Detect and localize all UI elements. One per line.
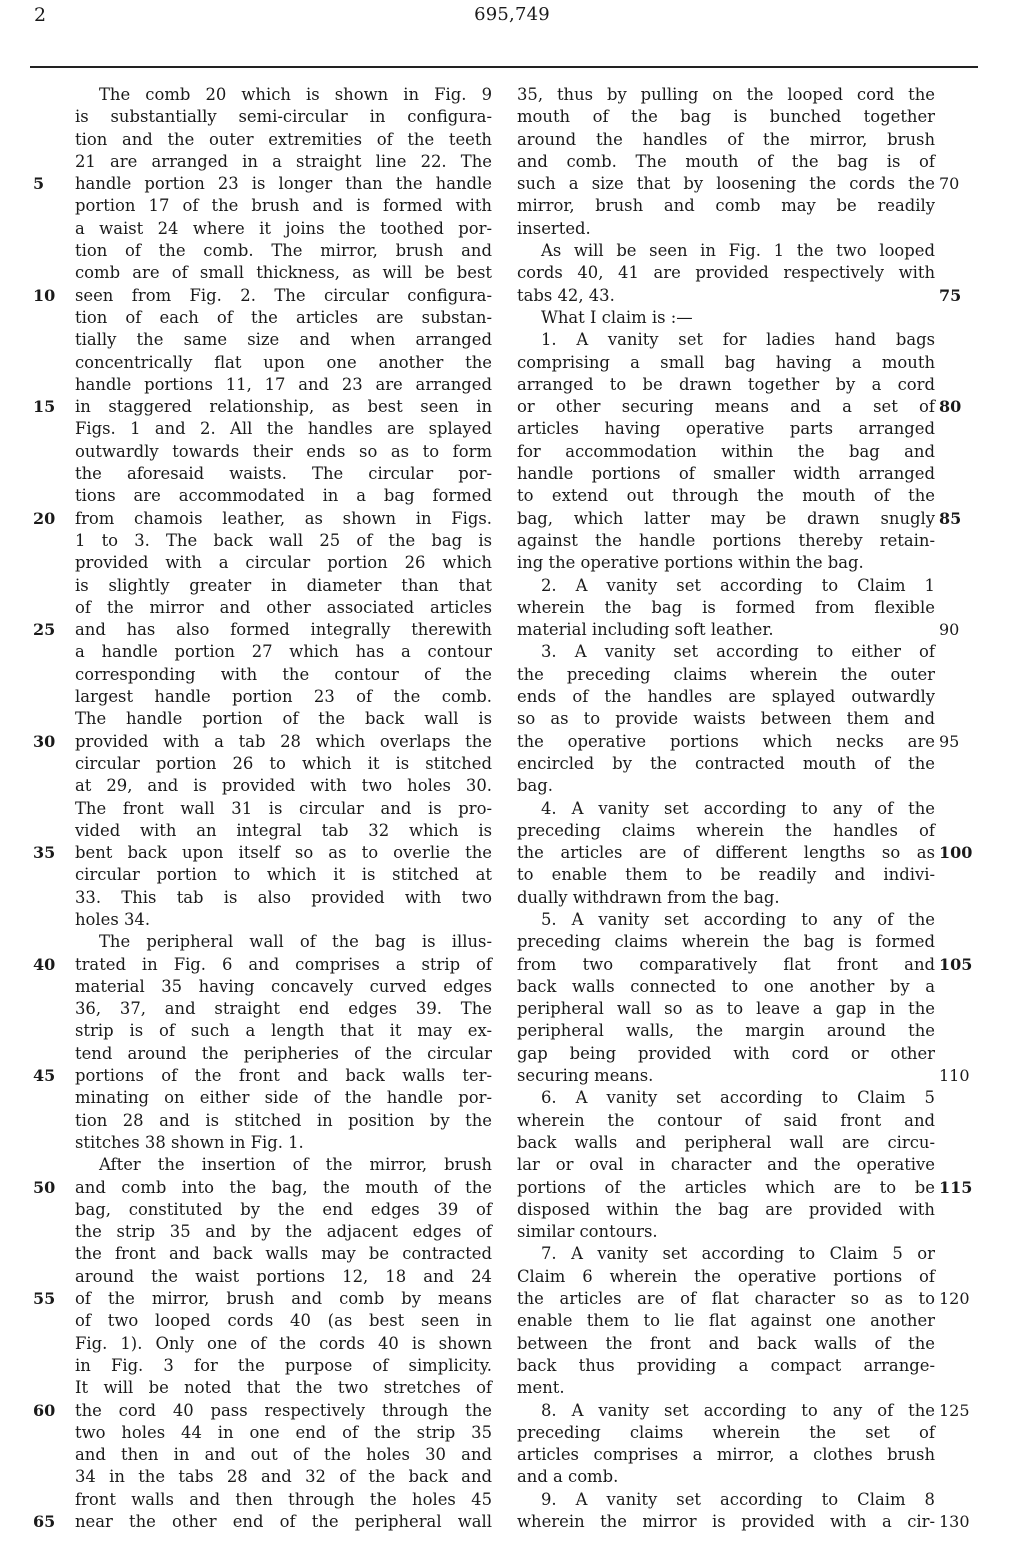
text-line [75, 1310, 492, 1332]
line-number: 35 [33, 843, 56, 863]
line-text: wherein the contour of said front and [517, 1110, 935, 1130]
text-line [517, 396, 962, 418]
line-text: strip is of such a length that it may ex- [75, 1021, 492, 1041]
text-line [517, 954, 973, 976]
line-text: the operative portions which necks are [517, 731, 935, 751]
text-line [517, 285, 962, 307]
line-number: 125 [939, 1400, 970, 1420]
text-line [33, 396, 492, 418]
text-line [75, 352, 492, 374]
text-line [75, 307, 492, 329]
line-text: 21 are arranged in a straight line 22. The [75, 151, 492, 171]
line-text: from chamois leather, as shown in Figs. [75, 508, 492, 528]
line-text: Figs. 1 and 2. All the handles are splayed [75, 419, 492, 439]
line-text: against the handle portions thereby retain- [517, 530, 935, 550]
text-line [75, 240, 492, 262]
line-text: encircled by the contracted mouth of the [517, 753, 935, 773]
line-text: or other securing means and a set of [517, 397, 935, 417]
text-line [517, 1310, 935, 1332]
text-line [517, 1020, 935, 1042]
text-line [517, 463, 935, 485]
line-text: enable them to lie flat against one another [517, 1311, 935, 1331]
text-line [517, 195, 935, 217]
text-line [75, 106, 492, 128]
line-text: 36, 37, and straight end edges 39. The [75, 999, 492, 1019]
line-text: It will be noted that the two stretches of [75, 1378, 492, 1398]
text-line [75, 864, 492, 886]
line-text: material including soft leather. [517, 620, 774, 640]
line-text: back walls connected to one another by a [517, 976, 935, 996]
text-line [75, 262, 492, 284]
right-text-column [517, 84, 973, 1533]
text-line [517, 731, 960, 753]
text-line [517, 485, 935, 507]
text-line [517, 508, 962, 530]
text-line [75, 151, 492, 173]
line-text: mirror, brush and comb may be readily [517, 196, 935, 216]
text-line [75, 1087, 492, 1109]
line-text: comb are of small thickness, as will be best [75, 263, 492, 283]
line-text: 6. A vanity set according to Claim 5 [541, 1088, 935, 1108]
text-line [75, 998, 492, 1020]
line-number: 5 [33, 174, 45, 194]
text-line [517, 129, 935, 151]
line-text: handle portions of smaller width arranged [517, 464, 935, 484]
line-number: 50 [33, 1177, 56, 1197]
text-line [517, 842, 973, 864]
line-text: a waist 24 where it joins the toothed por- [75, 218, 492, 238]
text-line [33, 731, 492, 753]
text-line [33, 954, 492, 976]
text-line [75, 530, 492, 552]
line-text: bag, constituted by the end edges 39 of [75, 1199, 492, 1219]
line-text: tion of each of the articles are substan- [75, 307, 492, 327]
text-line [75, 976, 492, 998]
text-line [75, 1377, 492, 1399]
line-text: articles comprises a mirror, a clothes brush [517, 1445, 935, 1465]
line-text: portions of the front and back walls ter- [75, 1066, 492, 1086]
text-line [517, 1288, 970, 1310]
line-text: 4. A vanity set according to any of the [541, 798, 935, 818]
line-text: of the mirror and other associated articles [75, 597, 492, 617]
text-line [75, 1154, 492, 1176]
text-line [517, 307, 935, 329]
line-text: portion 17 of the brush and is formed with [75, 196, 492, 216]
text-line [517, 1043, 935, 1065]
text-line [33, 508, 492, 530]
line-number: 25 [33, 620, 56, 640]
text-line [33, 1177, 492, 1199]
text-line [75, 820, 492, 842]
line-number: 40 [33, 954, 56, 974]
line-text: tions are accommodated in a bag formed [75, 486, 492, 506]
line-text: ing the operative portions within the bag. [517, 553, 864, 573]
text-line [517, 1243, 935, 1265]
line-text: 7. A vanity set according to Claim 5 or [541, 1244, 935, 1264]
line-text: is substantially semi-circular in configura- [75, 107, 492, 127]
text-line [517, 575, 935, 597]
text-line [75, 1110, 492, 1132]
text-line [33, 1511, 492, 1533]
text-line [517, 1333, 935, 1355]
text-line [517, 1065, 970, 1087]
text-line [33, 1065, 492, 1087]
line-text: circular portion to which it is stitched at [75, 865, 492, 885]
line-text: tion 28 and is stitched in position by the [75, 1110, 492, 1130]
text-line [517, 597, 935, 619]
line-text: is slightly greater in diameter than that [75, 575, 492, 595]
line-text: the articles are of flat character so as to [517, 1289, 935, 1309]
line-text: peripheral wall so as to leave a gap in the [517, 999, 935, 1019]
text-line [75, 1489, 492, 1511]
text-line [517, 641, 935, 663]
text-line [517, 441, 935, 463]
text-line [517, 1132, 935, 1154]
text-line [517, 798, 935, 820]
line-text: so as to provide waists between them and [517, 709, 935, 729]
text-line [517, 1400, 970, 1422]
text-line [517, 976, 935, 998]
text-line [75, 1422, 492, 1444]
line-text: provided with a tab 28 which overlaps the [75, 731, 492, 751]
line-text: minating on either side of the handle por- [75, 1088, 492, 1108]
text-line [517, 418, 935, 440]
line-text: and then in and out of the holes 30 and [75, 1445, 492, 1465]
text-line [75, 597, 492, 619]
line-text: preceding claims wherein the bag is formed [517, 932, 935, 952]
line-text: After the insertion of the mirror, brush [99, 1155, 492, 1175]
text-line [75, 1355, 492, 1377]
line-number: 95 [939, 731, 960, 751]
text-line [75, 798, 492, 820]
line-text: vided with an integral tab 32 which is [75, 820, 492, 840]
line-text: tially the same size and when arranged [75, 330, 492, 350]
line-text: 2. A vanity set according to Claim 1 [541, 575, 935, 595]
line-text: The front wall 31 is circular and is pro- [75, 798, 492, 818]
line-number: 20 [33, 508, 56, 528]
line-text: wherein the bag is formed from flexible [517, 597, 935, 617]
text-line [517, 998, 935, 1020]
text-line [517, 374, 935, 396]
line-text: outwardly towards their ends so as to form [75, 441, 492, 461]
line-text: ends of the handles are splayed outwardly [517, 687, 935, 707]
text-line [517, 1199, 935, 1221]
line-text: lar or oval in character and the operative [517, 1155, 935, 1175]
line-text: tion of the comb. The mirror, brush and [75, 241, 492, 261]
text-line [33, 1288, 492, 1310]
line-number: 130 [939, 1512, 970, 1531]
line-text: the aforesaid waists. The circular por- [75, 464, 492, 484]
line-text: from two comparatively flat front and [517, 954, 935, 974]
line-text: tion and the outer extremities of the teeth [75, 129, 492, 149]
text-line [517, 1087, 935, 1109]
page-number: 2 [34, 4, 47, 26]
text-line [517, 820, 935, 842]
text-line [75, 552, 492, 574]
text-line [75, 218, 492, 240]
text-line [75, 664, 492, 686]
left-text-column [33, 84, 492, 1533]
line-text: preceding claims wherein the handles of [517, 820, 935, 840]
line-text: back thus providing a compact arrange- [517, 1355, 935, 1375]
line-text: peripheral walls, the margin around the [517, 1021, 935, 1041]
text-line [75, 909, 492, 931]
line-text: 34 in the tabs 28 and 32 of the back and [75, 1467, 492, 1487]
line-text: bent back upon itself so as to overlie the [75, 843, 492, 863]
line-number: 115 [939, 1177, 973, 1197]
text-line [75, 374, 492, 396]
text-line [517, 1466, 935, 1488]
text-line [517, 1154, 935, 1176]
line-text: bag. [517, 776, 553, 796]
text-line [517, 1377, 935, 1399]
text-line [75, 84, 492, 106]
text-line [75, 1466, 492, 1488]
text-line [75, 485, 492, 507]
line-text: largest handle portion 23 of the comb. [75, 687, 492, 707]
line-number: 30 [33, 731, 56, 751]
text-line [33, 173, 492, 195]
text-line [517, 329, 935, 351]
line-number: 100 [939, 843, 973, 863]
line-text: 8. A vanity set according to any of the [541, 1400, 935, 1420]
text-line [517, 1221, 935, 1243]
line-text: near the other end of the peripheral wall [75, 1512, 492, 1531]
text-line [517, 84, 935, 106]
text-line [75, 575, 492, 597]
patent-number: 695,749 [474, 4, 550, 25]
line-text: corresponding with the contour of the [75, 664, 492, 684]
line-text: trated in Fig. 6 and comprises a strip of [75, 954, 492, 974]
line-text: the articles are of different lengths so as [517, 843, 935, 863]
text-line [75, 1043, 492, 1065]
text-line [75, 686, 492, 708]
text-line [517, 686, 935, 708]
line-number: 80 [939, 397, 962, 417]
line-number: 65 [33, 1512, 56, 1531]
line-text: the front and back walls may be contracted [75, 1244, 492, 1264]
text-line [517, 530, 935, 552]
text-line [517, 106, 935, 128]
line-text: The handle portion of the back wall is [75, 709, 492, 729]
text-line [75, 1444, 492, 1466]
line-text: 5. A vanity set according to any of the [541, 909, 935, 929]
text-line [75, 1221, 492, 1243]
text-line [33, 285, 492, 307]
line-text: 9. A vanity set according to Claim 8 [541, 1489, 935, 1509]
text-line [75, 418, 492, 440]
line-text: to enable them to be readily and indivi- [517, 865, 935, 885]
text-line [517, 1177, 973, 1199]
line-text: preceding claims wherein the set of [517, 1422, 935, 1442]
text-line [517, 1355, 935, 1377]
line-text: provided with a circular portion 26 which [75, 553, 492, 573]
line-text: inserted. [517, 218, 591, 238]
line-text: concentrically flat upon one another the [75, 352, 492, 372]
line-text: two holes 44 in one end of the strip 35 [75, 1422, 492, 1442]
line-text: in staggered relationship, as best seen in [75, 397, 492, 417]
line-text: handle portion 23 is longer than the handle [75, 174, 492, 194]
line-number: 60 [33, 1400, 56, 1420]
text-line [75, 708, 492, 730]
line-number: 15 [33, 397, 56, 417]
line-text: The comb 20 which is shown in Fig. 9 [99, 85, 492, 104]
line-text: circular portion 26 to which it is stitched [75, 753, 492, 773]
line-text: 1. A vanity set for ladies hand bags [541, 330, 935, 350]
line-text: disposed within the bag are provided with [517, 1199, 935, 1219]
line-text: stitches 38 shown in Fig. 1. [75, 1132, 304, 1152]
line-text: at 29, and is provided with two holes 30. [75, 776, 492, 796]
text-line [517, 753, 935, 775]
text-line [75, 775, 492, 797]
text-line [75, 441, 492, 463]
text-line [517, 619, 960, 641]
text-line [75, 1132, 492, 1154]
line-text: handle portions 11, 17 and 23 are arranged [75, 374, 492, 394]
line-text: material 35 having concavely curved edges [75, 976, 492, 996]
text-line [75, 463, 492, 485]
line-text: Fig. 1). Only one of the cords 40 is shown [75, 1333, 492, 1353]
line-number: 90 [939, 620, 960, 640]
text-line [517, 931, 935, 953]
line-text: in Fig. 3 for the purpose of simplicity. [75, 1355, 492, 1375]
line-text: securing means. [517, 1066, 654, 1086]
text-line [517, 1266, 935, 1288]
line-text: articles having operative parts arranged [517, 419, 935, 439]
line-text: comprising a small bag having a mouth [517, 352, 935, 372]
line-text: a handle portion 27 which has a contour [75, 642, 492, 662]
text-line [517, 1110, 935, 1132]
line-text: and has also formed integrally therewith [75, 620, 492, 640]
line-number: 85 [939, 508, 962, 528]
text-line [75, 931, 492, 953]
text-line [517, 218, 935, 240]
text-line [75, 1266, 492, 1288]
line-number: 10 [33, 285, 56, 305]
text-line [517, 352, 935, 374]
line-text: and a comb. [517, 1467, 619, 1487]
line-text: to extend out through the mouth of the [517, 486, 935, 506]
text-line [517, 173, 960, 195]
text-line [517, 708, 935, 730]
line-number: 105 [939, 954, 973, 974]
line-text: dually withdrawn from the bag. [517, 887, 780, 907]
text-line [517, 240, 935, 262]
line-text: seen from Fig. 2. The circular configura- [75, 285, 492, 305]
text-line [75, 641, 492, 663]
text-line [517, 1422, 935, 1444]
line-number: 70 [939, 174, 960, 194]
line-text: around the waist portions 12, 18 and 24 [75, 1266, 492, 1286]
line-text: similar contours. [517, 1222, 658, 1242]
text-line [75, 887, 492, 909]
text-line [33, 842, 492, 864]
text-line [517, 664, 935, 686]
line-text: mouth of the bag is bunched together [517, 107, 935, 127]
text-line [33, 619, 492, 641]
text-line [75, 195, 492, 217]
text-line [517, 887, 935, 909]
line-number: 55 [33, 1289, 56, 1309]
text-line [517, 775, 935, 797]
text-line [517, 1511, 970, 1533]
text-line [517, 1444, 935, 1466]
line-text: tend around the peripheries of the circular [75, 1043, 492, 1063]
text-line [75, 1243, 492, 1265]
text-line [75, 329, 492, 351]
text-line [517, 151, 935, 173]
line-text: arranged to be drawn together by a cord [517, 374, 935, 394]
line-text: front walls and then through the holes 45 [75, 1489, 492, 1509]
line-text: Claim 6 wherein the operative portions of [517, 1266, 935, 1286]
line-text: back walls and peripheral wall are circu- [517, 1132, 935, 1152]
line-text: tabs 42, 43. [517, 285, 615, 305]
line-text: such a size that by loosening the cords the [517, 174, 935, 194]
line-text: portions of the articles which are to be [517, 1177, 935, 1197]
line-text: the strip 35 and by the adjacent edges of [75, 1222, 492, 1242]
line-text: ment. [517, 1378, 565, 1398]
line-text: the preceding claims wherein the outer [517, 664, 935, 684]
line-text: gap being provided with cord or other [517, 1043, 935, 1063]
text-line [75, 753, 492, 775]
text-line [517, 552, 935, 574]
line-text: wherein the mirror is provided with a cir- [517, 1512, 935, 1531]
line-text: 35, thus by pulling on the looped cord the [517, 85, 935, 104]
line-text: of two looped cords 40 (as best seen in [75, 1311, 492, 1331]
line-text: 3. A vanity set according to either of [541, 642, 935, 662]
line-text: The peripheral wall of the bag is illus- [99, 932, 492, 952]
line-text: As will be seen in Fig. 1 the two looped [541, 241, 935, 261]
line-text: 1 to 3. The back wall 25 of the bag is [75, 530, 492, 550]
text-line [75, 1020, 492, 1042]
line-number: 110 [939, 1066, 970, 1086]
line-text: for accommodation within the bag and [517, 441, 935, 461]
line-text: bag, which latter may be drawn snugly [517, 508, 935, 528]
text-line [517, 909, 935, 931]
line-text: the cord 40 pass respectively through the [75, 1400, 492, 1420]
line-number: 45 [33, 1066, 56, 1086]
line-text: of the mirror, brush and comb by means [75, 1289, 492, 1309]
text-line [75, 1333, 492, 1355]
line-number: 120 [939, 1289, 970, 1309]
line-text: cords 40, 41 are provided respectively with [517, 263, 935, 283]
text-line [517, 1489, 935, 1511]
line-text: and comb. The mouth of the bag is of [517, 151, 935, 171]
text-line [75, 129, 492, 151]
line-number: 75 [939, 285, 962, 305]
text-line [75, 1199, 492, 1221]
line-text: between the front and back walls of the [517, 1333, 935, 1353]
text-line [517, 864, 935, 886]
line-text: What I claim is :— [541, 307, 693, 327]
text-line [33, 1400, 492, 1422]
line-text: around the handles of the mirror, brush [517, 129, 935, 149]
line-text: and comb into the bag, the mouth of the [75, 1177, 492, 1197]
text-line [517, 262, 935, 284]
line-text: 33. This tab is also provided with two [75, 887, 492, 907]
line-text: holes 34. [75, 909, 151, 929]
header-rule [30, 66, 978, 68]
